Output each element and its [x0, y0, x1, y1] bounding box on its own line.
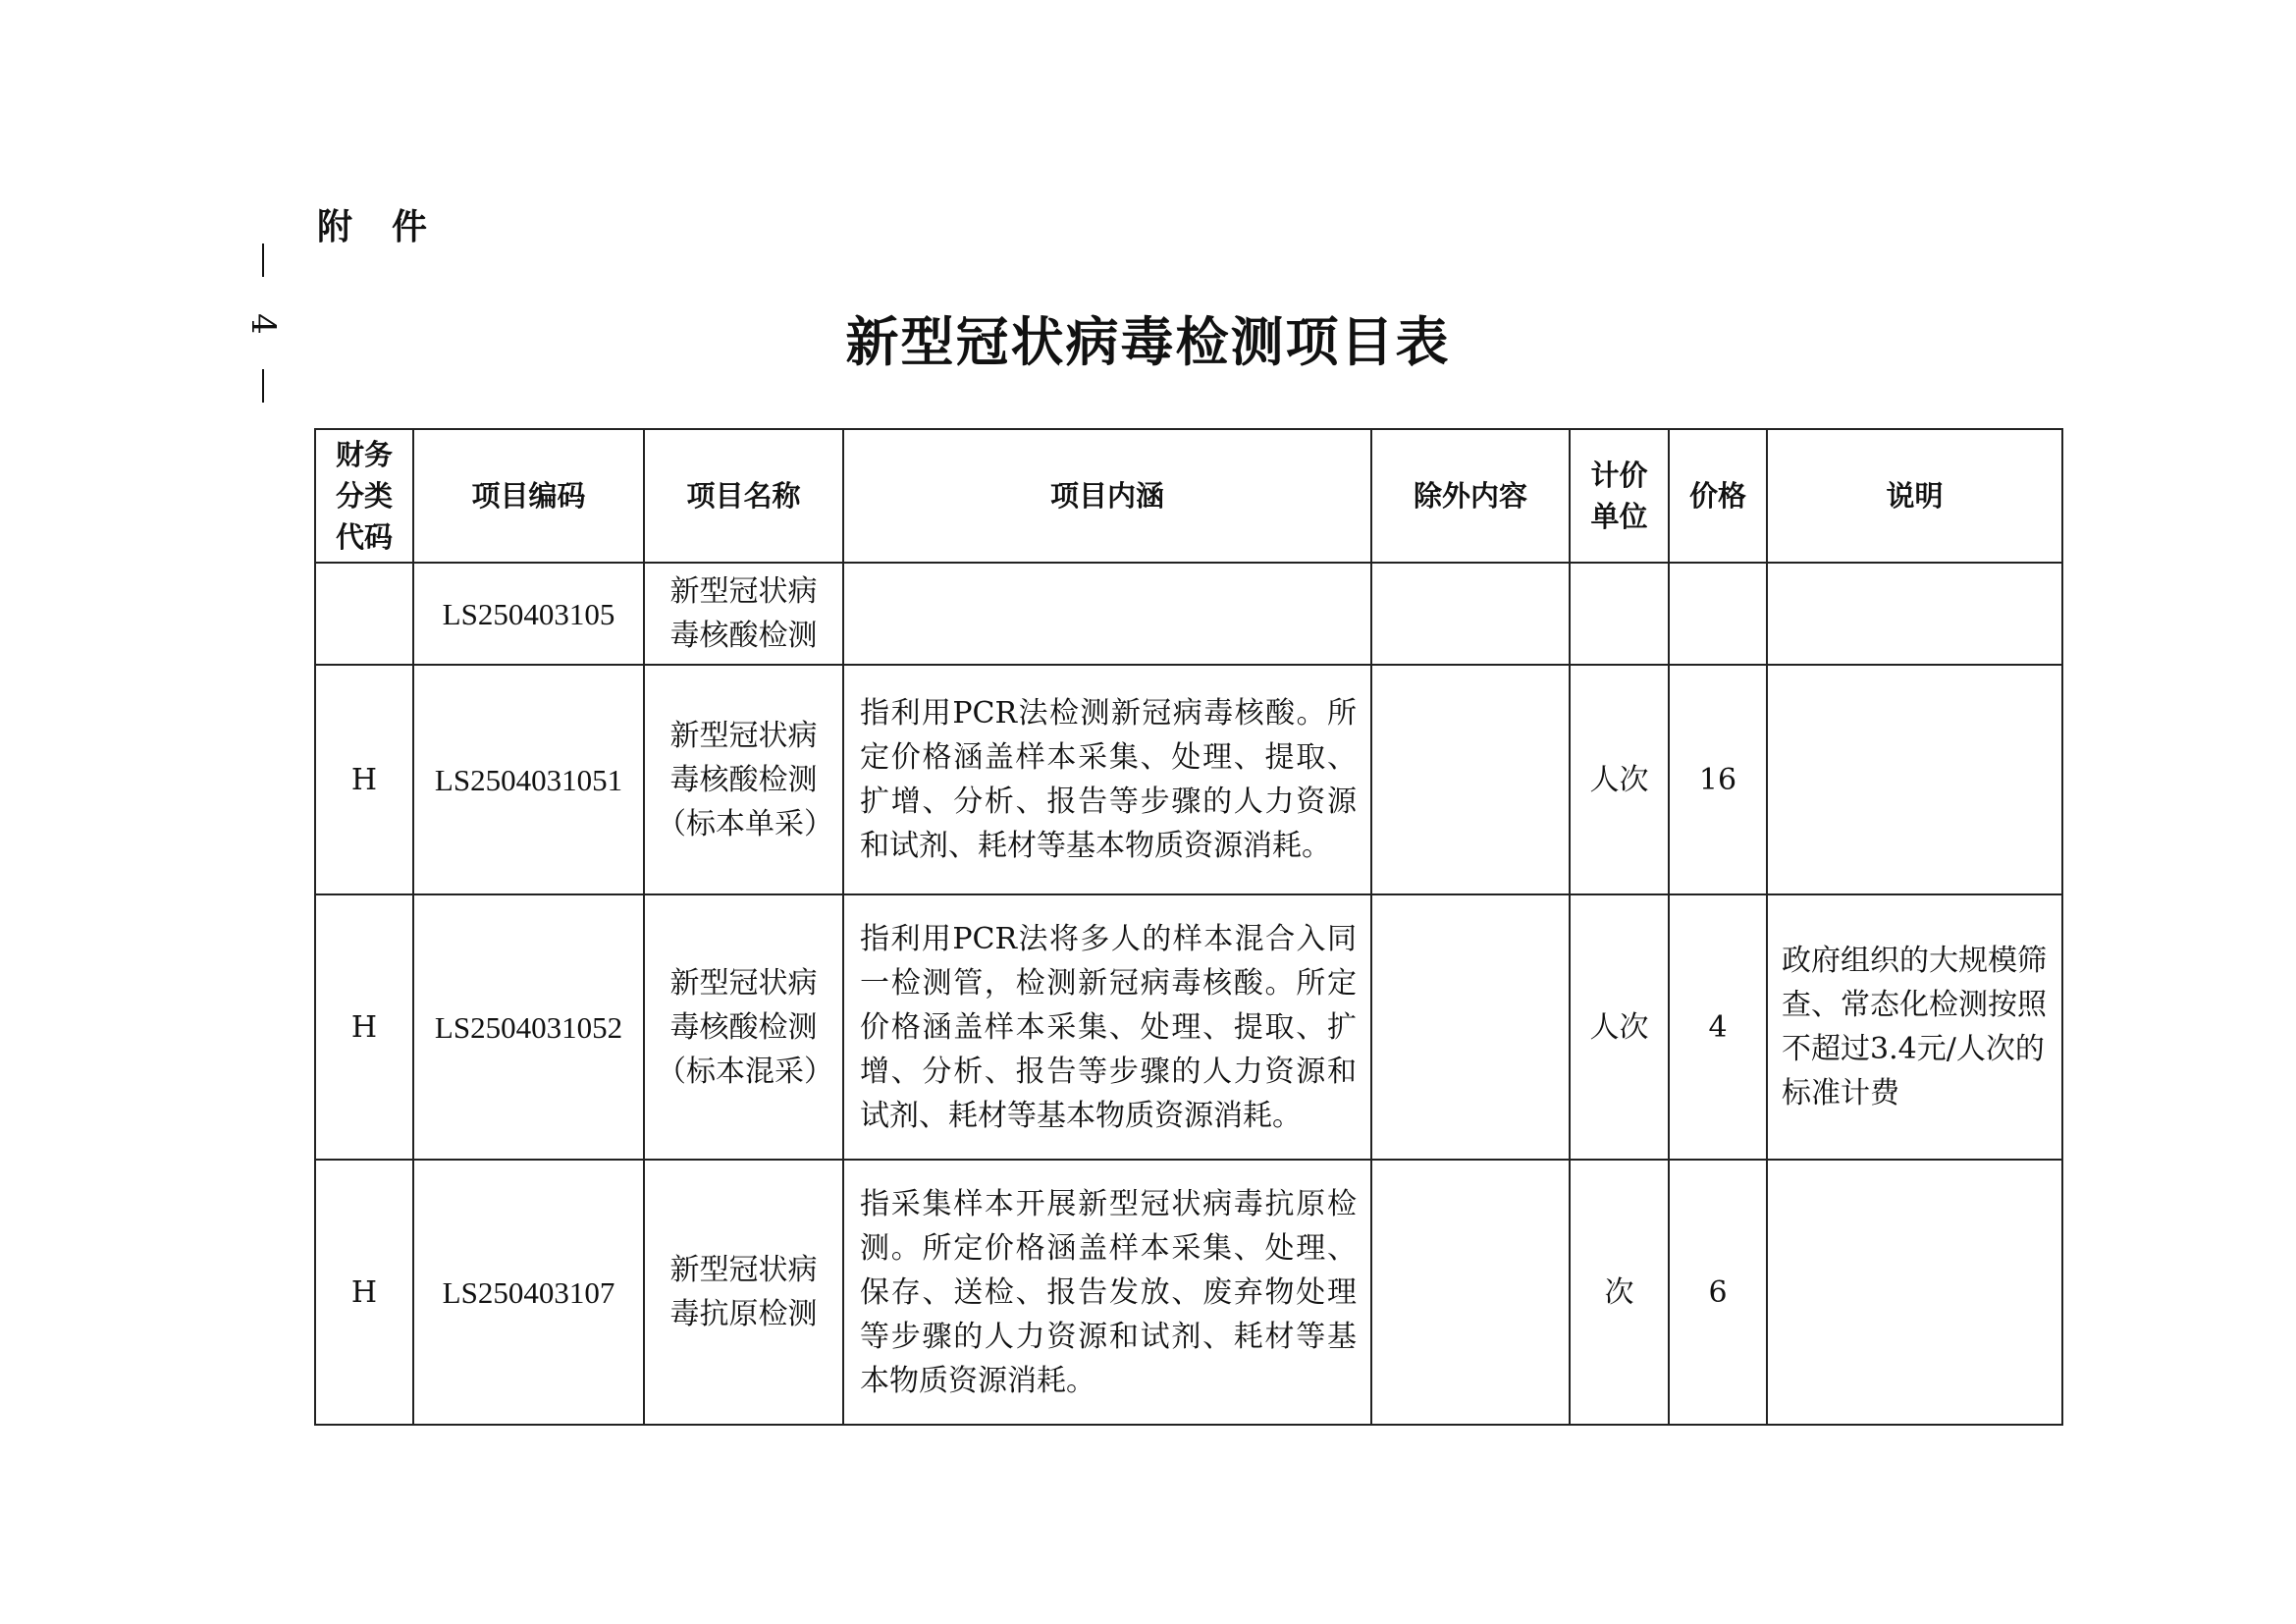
header-excluded: 除外内容 — [1371, 429, 1570, 563]
header-item-code: 项目编码 — [413, 429, 644, 563]
cell-unit: 人次 — [1570, 894, 1669, 1160]
table-row — [315, 1160, 2062, 1425]
header-item-content: 项目内涵 — [843, 429, 1371, 563]
cell-price: 4 — [1669, 894, 1767, 1160]
cell-excluded — [1371, 665, 1570, 894]
cell-item-code: LS2504031052 — [413, 894, 644, 1160]
cell-price: 6 — [1669, 1160, 1767, 1425]
cell-note — [1767, 563, 2062, 665]
cell-item-content: 指利用PCR法将多人的样本混合入同一检测管，检测新冠病毒核酸。所定价格涵盖样本采集、处理、提取、扩增、分析、报告等步骤的人力资源和试剂、耗材等基本物质资源消耗。 — [843, 894, 1371, 1160]
table-row — [315, 665, 2062, 894]
cell-item-name: 新型冠状病毒核酸检测 — [644, 563, 843, 665]
page-number: 4 — [243, 313, 283, 335]
cell-item-name: 新型冠状病毒抗原检测 — [644, 1160, 843, 1425]
header-item-name: 项目名称 — [644, 429, 843, 563]
cell-excluded — [1371, 563, 1570, 665]
cell-finance-code: H — [315, 1160, 413, 1425]
cell-note: 政府组织的大规模筛查、常态化检测按照不超过3.4元/人次的标准计费 — [1767, 894, 2062, 1160]
cell-item-code: LS250403105 — [413, 563, 644, 665]
cell-item-content: 指采集样本开展新型冠状病毒抗原检测。所定价格涵盖样本采集、处理、保存、送检、报告发放、废弃物处理等步骤的人力资源和试剂、耗材等基本物质资源消耗。 — [843, 1160, 1371, 1425]
cell-price: 16 — [1669, 665, 1767, 894]
cell-unit: 人次 — [1570, 665, 1669, 894]
cell-finance-code: H — [315, 665, 413, 894]
table-row — [315, 894, 2062, 1160]
cell-finance-code: H — [315, 894, 413, 1160]
cell-excluded — [1371, 894, 1570, 1160]
cell-item-name: 新型冠状病毒核酸检测（标本单采） — [644, 665, 843, 894]
document-title: 新型冠状病毒检测项目表 — [845, 310, 1451, 373]
cell-note — [1767, 665, 2062, 894]
page-number-dash-top — [262, 244, 264, 277]
cell-note — [1767, 1160, 2062, 1425]
header-price: 价格 — [1669, 429, 1767, 563]
header-finance-code: 财务分类代码 — [315, 429, 413, 563]
table-row — [315, 563, 2062, 665]
testing-items-table — [314, 428, 2063, 1426]
table-header-row — [315, 429, 2062, 563]
cell-item-code: LS250403107 — [413, 1160, 644, 1425]
cell-excluded — [1371, 1160, 1570, 1425]
header-note: 说明 — [1767, 429, 2062, 563]
cell-unit — [1570, 563, 1669, 665]
cell-item-content: 指利用PCR法检测新冠病毒核酸。所定价格涵盖样本采集、处理、提取、扩增、分析、报告等步骤的人力资源和试剂、耗材等基本物质资源消耗。 — [843, 665, 1371, 894]
cell-price — [1669, 563, 1767, 665]
cell-item-code: LS2504031051 — [413, 665, 644, 894]
attachment-label: 附件 — [317, 207, 467, 247]
header-unit: 计价单位 — [1570, 429, 1669, 563]
cell-item-name: 新型冠状病毒核酸检测（标本混采） — [644, 894, 843, 1160]
cell-unit: 次 — [1570, 1160, 1669, 1425]
cell-item-content — [843, 563, 1371, 665]
cell-finance-code — [315, 563, 413, 665]
